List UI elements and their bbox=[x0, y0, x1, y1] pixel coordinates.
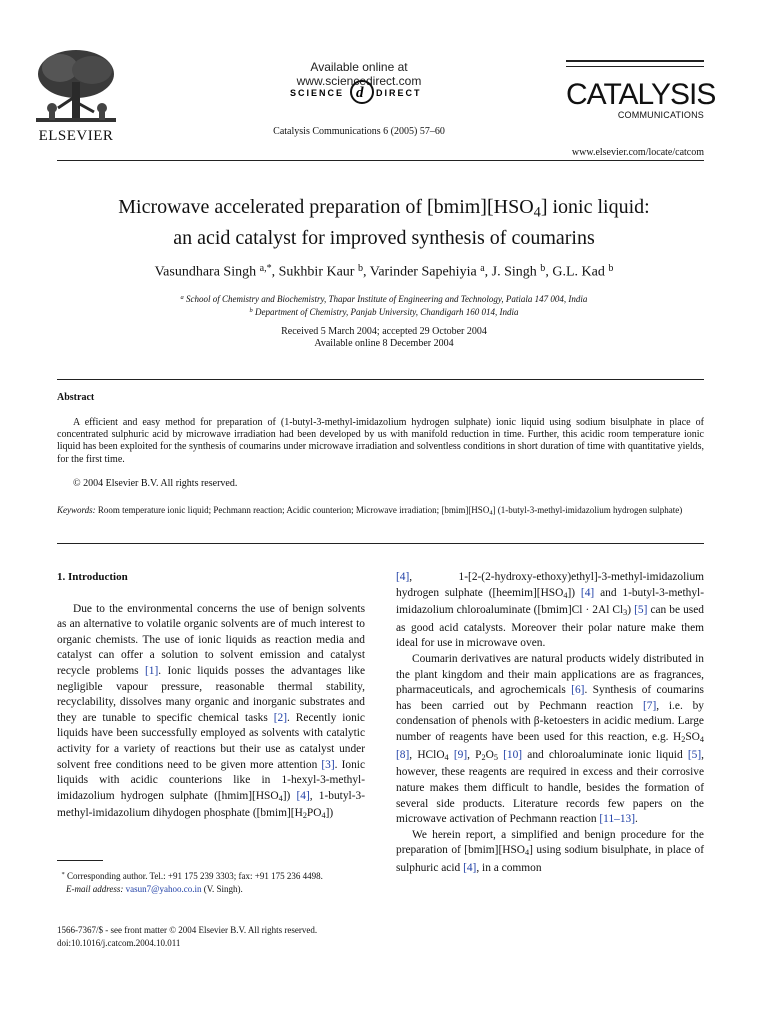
citation-link[interactable]: [9] bbox=[453, 748, 468, 761]
abstract-divider bbox=[57, 543, 704, 544]
abstract-copyright: © 2004 Elsevier B.V. All rights reserved. bbox=[73, 478, 238, 489]
citation-link[interactable]: [7] bbox=[642, 699, 657, 712]
keywords bbox=[57, 504, 704, 520]
intro-paragraph-continued: [4], 1-[2-(2-hydroxy-ethoxy)ethyl]-3-methyl-imidazolium hydrogen sulphate $([heemim][HSO_4])$ [4] and 1-butyl-3-methyl-imidazolium chloroaluminate ([bmim]Cl · 2Al $Cl_3$) [5] can be used as good acid catalysts. Moreover their polar nature make them ideal for use in microwave oven. bbox=[396, 571, 704, 650]
author-name[interactable]: J. Singh bbox=[491, 264, 537, 280]
citation-link[interactable]: [2] bbox=[273, 711, 288, 724]
abstract-heading: Abstract bbox=[57, 392, 95, 403]
intro-paragraph-2: Coumarin derivatives are natural products widely distributed in the plant kingdom and their main applications are as fragrances, pharmaceuticals, and agrochemicals [6]. Synthesis of coumarins has been carried out by Pechmann reaction [7], i.e. by condensation of phenols with β-ketoesters in acidic medium. Large number of reagents have been used for this reaction, e.g. $H_2SO_4$ [8], HClO$_4$ [9], $P_2O_5$ [10] and chloroaluminate ionic liquid [5], however, these reagents are required in excess and their corrosive nature makes them difficult to handle, besides the formation of several side products. Literature records few papers on the microwave activation of Pechmann reaction [11–13]. bbox=[396, 653, 704, 826]
left-column bbox=[57, 570, 365, 824]
article-dates bbox=[40, 326, 728, 350]
footnote-mark: * bbox=[61, 871, 65, 878]
doi-line[interactable]: doi:10.1016/j.catcom.2004.10.011 bbox=[57, 937, 181, 948]
sd-direct-text: DIRECT bbox=[376, 88, 422, 98]
citation-link[interactable]: [4] bbox=[580, 586, 595, 599]
affiliation-mark: b bbox=[249, 306, 253, 314]
affiliation-mark: a bbox=[180, 294, 184, 301]
author-marks[interactable]: b bbox=[608, 263, 614, 274]
abstract-body: A efficient and easy method for preparation of (1-butyl-3-methyl-imidazolium hydrogen sulphate) ionic liquid using sodium bisulphate in place of concentrated sulphuric acid by microwave irradiation had been developed by us with manifold reduction in time. Further, this acidic room temperature ionic liquid has been exploited for the synthesis of coumarins under microwave irradiation and solventless conditions in short duration of time with quantitative yields, for the first time. bbox=[57, 417, 704, 465]
citation-link[interactable]: [4] bbox=[396, 571, 410, 583]
intro-paragraph-1: Due to the environmental concerns the use of benign solvents as an alternative to volatile organic solvents are of much interest to organic chemists. The use of ionic liquids as reaction media and catalyst can offer a solution to solvent emission and catalyst recycle problems [1]. Ionic liquids posses the advantages like negligible vapour pressure, reasonable thermal stability, recyclability, dissolves many organic and inorganic substrates and they are tunable to specific chemical tasks [2]. Recently ionic liquids have been successfully employed as solvents with catalytic activity for a variety of reactions but their use as catalyst under solvent free conditions need to be given more attention [3]. Ionic liquids with acidic counterions like in 1-hexyl-3-methyl-imidazolium hydrogen sulphate $([hmim][HSO_4])$ [4], 1-butyl-3-methyl-imidazolium dihydogen phosphate $([bmim][H_2PO_4])$ bbox=[57, 602, 365, 821]
citation-link[interactable]: [5] bbox=[687, 748, 702, 761]
author-name[interactable]: G.L. Kad bbox=[552, 264, 605, 280]
citation-link[interactable]: [10] bbox=[503, 748, 523, 761]
citation-link[interactable]: [4] bbox=[296, 789, 310, 802]
author-marks[interactable]: b bbox=[357, 263, 364, 274]
affiliation-text: Department of Chemistry, Panjab University, Chandigarh 160 014, India bbox=[254, 306, 519, 317]
bottom-info bbox=[57, 924, 397, 949]
journal-logo-rule bbox=[566, 60, 704, 62]
email-link[interactable]: vasun7@yahoo.co.in bbox=[125, 883, 202, 894]
received-date: Received 5 March 2004; accepted 29 October 2004 bbox=[281, 326, 487, 337]
journal-logo-sub: COMMUNICATIONS bbox=[617, 110, 704, 120]
title-sub: 4 bbox=[533, 204, 541, 221]
email-note: E-mail address: vasun7@yahoo.co.in (V. Singh). bbox=[66, 883, 243, 894]
elsevier-tree-icon bbox=[30, 46, 122, 126]
corresponding-author-note: * Corresponding author. Tel.: +91 175 239 3303; fax: +91 175 236 4498. bbox=[61, 870, 323, 881]
keywords-text: Room temperature ionic liquid; Pechmann reaction; Acidic counterion; Microwave irradiation; [bmim][HSO bbox=[97, 505, 490, 515]
citation-link[interactable]: [8] bbox=[396, 748, 410, 761]
keywords-sub: 4 bbox=[489, 509, 493, 517]
journal-reference: Catalysis Communications 6 (2005) 57–60 bbox=[273, 126, 445, 137]
citation-link[interactable]: [6] bbox=[571, 684, 585, 697]
right-column bbox=[396, 570, 704, 877]
keywords-text-end: ] (1-butyl-3-methyl-imidazolium hydrogen sulphate) bbox=[492, 505, 683, 515]
footnote-divider bbox=[57, 860, 103, 861]
author-name[interactable]: Vasundhara Singh bbox=[154, 264, 257, 280]
intro-paragraph-3: We herein report, a simplified and benign procedure for the preparation of $[bmim][HSO_4]$ using sodium bisulphate, in place of sulphuric acid [4], in a common bbox=[396, 828, 705, 874]
author-marks[interactable]: a,* bbox=[259, 263, 272, 274]
available-online-text: Available online at www.sciencedirect.com bbox=[296, 60, 422, 88]
journal-url[interactable]: www.elsevier.com/locate/catcom bbox=[571, 147, 704, 158]
publisher-name: ELSEVIER bbox=[38, 128, 114, 144]
title-divider bbox=[57, 379, 704, 380]
section-heading: 1. Introduction bbox=[57, 571, 128, 583]
citation-link[interactable]: [5] bbox=[634, 604, 648, 617]
title-line1-a: Microwave accelerated preparation of [bmim][HSO bbox=[118, 196, 534, 218]
article-title bbox=[40, 195, 728, 251]
affiliation-text: School of Chemistry and Biochemistry, Thapar Institute of Engineering and Technology, Patiala 147 004, India bbox=[186, 293, 588, 304]
keywords-label: Keywords: bbox=[57, 505, 96, 515]
journal-logo-rule bbox=[566, 66, 704, 67]
sciencedirect-logo bbox=[290, 76, 430, 106]
affiliations bbox=[40, 292, 728, 318]
author-name[interactable]: Sukhbir Kaur bbox=[278, 264, 355, 280]
title-line2: an acid catalyst for improved synthesis of coumarins bbox=[173, 226, 595, 249]
author-marks[interactable]: b bbox=[540, 263, 546, 274]
citation-link[interactable]: [3] bbox=[321, 758, 335, 771]
online-date: Available online 8 December 2004 bbox=[314, 338, 454, 349]
title-line1-b: ] ionic liquid: bbox=[540, 196, 650, 218]
header-divider bbox=[57, 160, 704, 161]
citation-link[interactable]: [11–13] bbox=[599, 813, 636, 826]
author-marks[interactable]: a bbox=[480, 263, 485, 274]
citation-link[interactable]: [1] bbox=[144, 664, 159, 677]
journal-logo-main: CATALYSIS bbox=[566, 78, 716, 111]
svg-text:d: d bbox=[356, 85, 364, 101]
footnote bbox=[57, 868, 365, 896]
citation-link[interactable]: [4] bbox=[463, 861, 477, 874]
author-list: Vasundhara Singh $^{a,*}$, Sukhbir Kaur $^b$, Varinder Sapehiyia $^a$, J. Singh $^b$, G.L. Kad $^b$ bbox=[154, 263, 614, 280]
sd-science-text: SCIENCE bbox=[290, 88, 345, 98]
issn-line: 1566-7367/$ - see front matter © 2004 Elsevier B.V. All rights reserved. bbox=[57, 925, 318, 935]
author-name[interactable]: Varinder Sapehiyia bbox=[369, 264, 477, 280]
